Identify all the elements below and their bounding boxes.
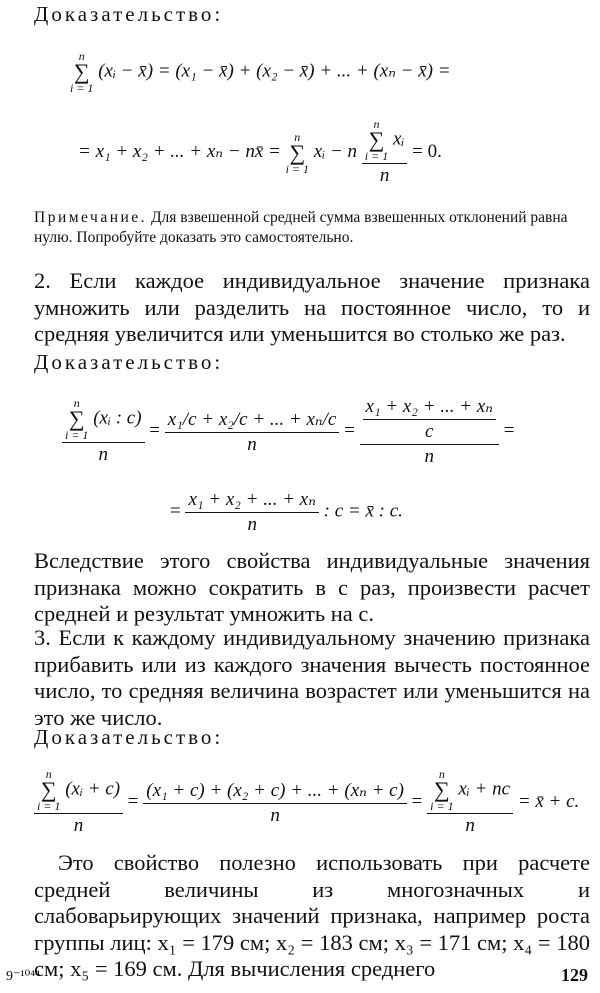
paragraph-property-3: 3. Если к каждому индивидуальному значению признака прибавить или из каждого значения вычесть постоянное число, то средняя величина возрастет или уменьшится на это же число. (34, 625, 590, 730)
note-text: Для взвешенной средней сумма взвешенных отклонений равна нулю. Попробуйте доказать это самостоятельно. (34, 209, 568, 246)
equation-3: n ∑ i = 1 (xᵢ + c) n = $\frac{\text{(x₁ + c) + (x₂ + c) + ... + (xₙ + c)}}{n}$ = n ∑ i = 1 xᵢ + nc n = x̄ + c. (34, 768, 579, 837)
fraction-sum-over-c: $\frac{\frac{\text{x₁ + x₂ + ... + xₙ}}{c}}{n}$ (360, 395, 499, 468)
equation-2-line-1: n ∑ i = 1 (xᵢ : c) n = $\frac{\text{x₁/c + x₂/c + ... + xₙ/c}}{n}$ = $\frac{\frac{\text{x₁ + x₂ + ... + xₙ}}{c}}{n}$ = (62, 395, 514, 468)
paragraph-example: Это свойство полезно использовать при расчете средней величины из многозначных и слабоварьирующих значений признака, например роста группы лиц: x₁ = 179 см; x₂ = 183 см; x₃ = 171 см; x₄ = 180 см; x₅ = 169 см. Для вычисления среднего (34, 850, 590, 981)
fraction-terms-div-c: $\frac{\text{x₁/c + x₂/c + ... + xₙ/c}}{n}$ (165, 408, 340, 456)
note-block (34, 208, 590, 247)
fraction-sum-div-c: n ∑ i = 1 (xᵢ : c) n (62, 397, 145, 466)
proof-heading-2: Доказательство: (34, 350, 224, 374)
sum-symbol: n ∑ i = 1 (70, 49, 94, 95)
fraction-terms-plus-c: $\frac{\text{(x₁ + c) + (x₂ + c) + ... + (xₙ + c)}}{n}$ (143, 779, 407, 827)
equation-1-line-1: n ∑ i = 1 (xᵢ − x̄) = (x₁ − x̄) + (x₂ − x̄) + ... + (xₙ − x̄) = (70, 49, 451, 95)
signature-mark: 9⁻¹⁰⁴⁴ (6, 969, 40, 984)
fraction-sum-plus-c: n ∑ i = 1 (xᵢ + c) n (34, 768, 123, 837)
mean-fraction: n ∑ i = 1 xᵢ n (362, 118, 408, 187)
sum-symbol: n ∑ i = 1 (285, 129, 310, 176)
fraction-sum-plus-nc: n ∑ i = 1 xᵢ + nc n (427, 768, 513, 837)
note-label: Примечание. (34, 209, 148, 226)
fraction-sum-over-n: $\frac{\text{x₁ + x₂ + ... + xₙ}}{n}$ (185, 488, 318, 536)
proof-heading-3: Доказательство: (34, 725, 224, 749)
paragraph-property-2: 2. Если каждое индивидуальное значение признака умножить или разделить на постоянное число, то и средняя увеличится или уменьшится во столько же раз. (34, 268, 590, 346)
proof-heading-1: Доказательство: (34, 2, 224, 26)
equation-1-line-2: = x₁ + x₂ + ... + xₙ − nx̄ = n ∑ i = 1 xᵢ − n n ∑ i = 1 xᵢ n = 0. (78, 117, 442, 186)
page-number: 129 (561, 965, 588, 985)
paragraph-consequence: Вследствие этого свойства индивидуальные значения признака можно сократить в c раз, произвести расчет средней и результат умножить на c. (34, 548, 590, 626)
equation-2-line-2: = $\frac{\text{x₁ + x₂ + ... + xₙ}}{n}$ : c = x̄ : c. (170, 489, 403, 535)
